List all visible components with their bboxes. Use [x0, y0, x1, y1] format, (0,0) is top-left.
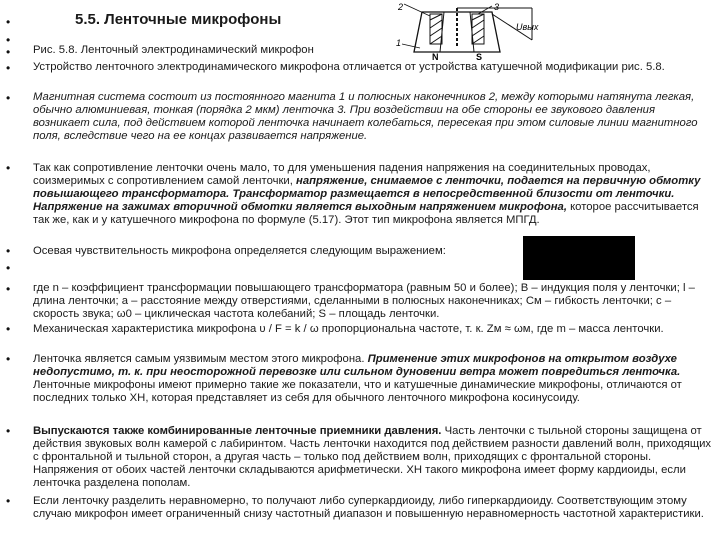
text-run: Устройство ленточного электродинамического микрофона отличается от устройства катушечной модификации рис. 5.8.	[33, 61, 665, 73]
text-run: Часть ленточки с тыльной стороны защищена от действия звуковых волн камерой с лабиринтом. Часть ленточки находится под действием разности давлений волн, приходящих с фронтальной и тыльной сторон, а другая часть – только под действием волн, приходящих с фронтальной стороны. Напряжения от обоих частей ленточки складываются арифметически. ХН такого микрофона имеет форму кардиоиды, если ленточка разделена пополам.	[33, 425, 712, 490]
text-run: Применение этих микрофонов на открытом воздухе недопустимо, т. к. при неосторожной перевозке или сильном дуновении ветра может повредиться ленточка.	[33, 353, 681, 379]
bullet: •	[6, 91, 11, 105]
text-run: Ленточные микрофоны имеют примерно такие же показатели, что и катушечные динамические микрофоны, отличаются от последних только ХН, которая представляет из себя для обычного ленточного микрофона косинусоиду.	[33, 379, 682, 405]
paragraph	[33, 353, 713, 405]
bullet: •	[6, 424, 11, 438]
figure-label: N	[432, 52, 439, 62]
bullet: •	[6, 322, 11, 336]
bullet: •	[6, 352, 11, 366]
figure-label: 3	[494, 2, 500, 12]
bullet: •	[6, 494, 11, 508]
formula-image	[523, 236, 635, 280]
text-run: Магнитная система состоит из постоянного магнита 1 и полюсных наконечников 2, между которыми натянута легкая, обычно алюминиевая, тонкая (порядка 2 мкм) ленточка 3. При воздействии на обе стороны ее звукового давления возникает сила, под действием которой ленточка начинает колебаться, пересекая при этом силовые линии магнитного поля, вследствие чего на ее концах развивается напряжение.	[33, 91, 698, 143]
paragraph	[33, 323, 713, 336]
paragraph	[33, 91, 713, 143]
figure-caption	[33, 44, 713, 57]
text-run: Рис. 5.8. Ленточный электродинамический микрофон	[33, 44, 314, 56]
paragraph	[33, 61, 713, 74]
page-title: 5.5. Ленточные микрофоны	[75, 11, 282, 28]
paragraph	[33, 425, 713, 490]
bullet: •	[6, 261, 11, 275]
text-run: которое рассчитывается так же, как и у катушечного микрофона по формуле (5.17). Этот тип микрофона является МПГД.	[33, 201, 699, 227]
figure-label: S	[476, 52, 483, 62]
paragraph	[33, 282, 713, 321]
text-run: Осевая чувствительность микрофона определяется следующим выражением:	[33, 245, 446, 257]
bullet: •	[6, 15, 11, 29]
bullet: •	[6, 33, 11, 47]
text-run: Если ленточку разделить неравномерно, то получают либо суперкардиоиду, либо гиперкардиоиду. Соответствующим этому случаю микрофон имеет ограниченный снизу частотный диапазон и повышенную неравномерность частотной характеристики.	[33, 495, 704, 521]
paragraph	[33, 495, 713, 521]
bullet: •	[6, 161, 11, 175]
text-run: Так как сопротивление ленточки очень мало, то для уменьшения падения напряжения на соединительных проводах, соизмеримых с сопротивлением самой ленточки,	[33, 162, 651, 188]
bullet: •	[6, 282, 11, 296]
bullet: •	[6, 61, 11, 75]
text-run: Ленточка является самым уязвимым местом этого микрофона.	[33, 353, 368, 365]
figure-label: Uвых	[516, 22, 539, 32]
text-run: где n – коэффициент трансформации повышающего трансформатора (равным 50 и более); B – индукция поля у ленточки; l – длина ленточки; a – расстояние между отверстиями, сделанными в полюсных наконечниках; Cм – гибкость ленточки; c – скорость звука; ω0 – циклическая частота колебаний; S – площадь ленточки.	[33, 282, 695, 321]
text-run: Механическая характеристика микрофона υ / F = k / ω пропорциональна частоте, т. к. Zм ≈ ωм, где m – масса ленточки.	[33, 323, 664, 335]
figure-label: 1	[396, 38, 402, 48]
bullet: •	[6, 244, 11, 258]
bullet: •	[6, 45, 11, 59]
text-run: Выпускаются также комбинированные ленточные приемники давления.	[33, 425, 442, 437]
text-run: напряжение, снимаемое с ленточки, подается на первичную обмотку повышающего трансформатора. Трансформатор размещается в непосредственной близости от ленточки. Напряжение на зажимах вторичной обмотки является выходным напряжением микрофона,	[33, 175, 701, 214]
paragraph	[33, 162, 713, 227]
figure-label: 2	[398, 2, 404, 12]
